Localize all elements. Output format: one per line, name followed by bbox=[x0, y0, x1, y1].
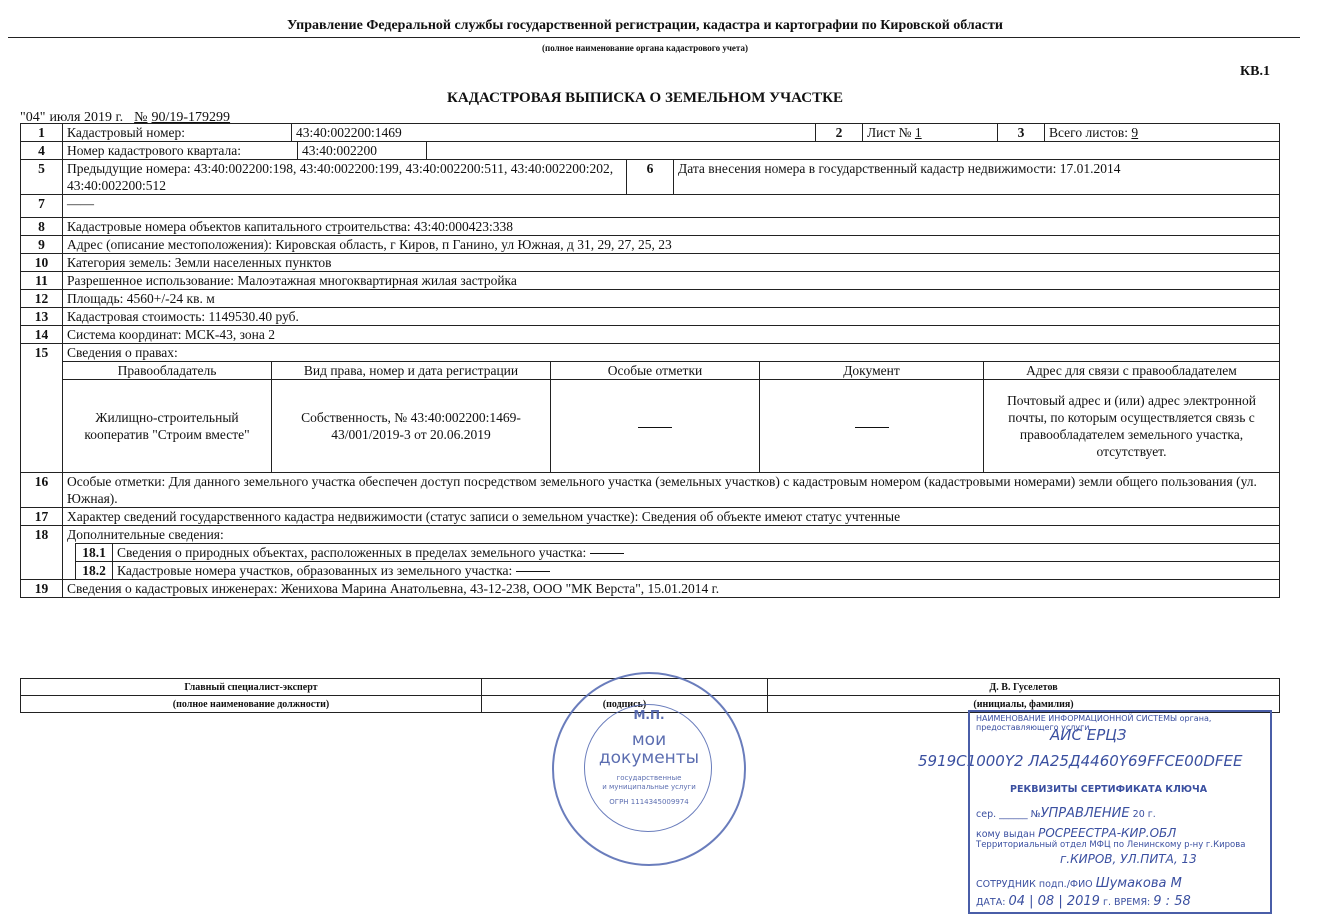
cert-system-label: НАИМЕНОВАНИЕ ИНФОРМАЦИОННОЙ СИСТЕМЫ органа, предоставляющего услуги bbox=[976, 714, 1212, 732]
row-7-value: —— bbox=[63, 195, 1280, 218]
row-number: 14 bbox=[21, 326, 63, 344]
rights-label: Сведения о правах: bbox=[67, 345, 178, 360]
stamp-mp: М.П. bbox=[633, 708, 665, 722]
stamp-brand-line2: документы bbox=[598, 748, 700, 768]
previous-numbers: Предыдущие номера: 43:40:002200:198, 43:40:002200:199, 43:40:002200:511, 43:40:002200:202, 43:40:002200:512 bbox=[67, 161, 614, 193]
row-number: 17 bbox=[21, 507, 63, 525]
rights-table bbox=[63, 361, 1279, 472]
coordinate-system: Система координат: МСК-43, зона 2 bbox=[63, 326, 1280, 344]
row-number: 4 bbox=[21, 142, 63, 160]
rights-header: Адрес для связи с правообладателем bbox=[984, 362, 1280, 380]
record-status: Характер сведений государственного кадастра недвижимости (статус записи о земельном участке): Сведения об объекте имеют статус учтенные bbox=[63, 507, 1280, 525]
header-divider bbox=[8, 37, 1300, 38]
right-type: Собственность, № 43:40:002200:1469-43/001/2019-3 от 20.06.2019 bbox=[272, 380, 551, 472]
row-number: 12 bbox=[21, 290, 63, 308]
cert-address: г.КИРОВ, УЛ.ПИТА, 13 bbox=[1060, 852, 1197, 866]
row-number: 11 bbox=[21, 272, 63, 290]
area: Площадь: 4560+/-24 кв. м bbox=[63, 290, 1280, 308]
cadastral-number: 43:40:002200:1469 bbox=[291, 124, 815, 141]
rights-header: Правообладатель bbox=[63, 362, 272, 380]
cadastral-value: Кадастровая стоимость: 1149530.40 руб. bbox=[63, 308, 1280, 326]
row-number: 18.2 bbox=[76, 562, 113, 579]
rights-header: Документ bbox=[760, 362, 984, 380]
row-number: 2 bbox=[815, 124, 862, 141]
rights-header: Особые отметки bbox=[551, 362, 760, 380]
permitted-use: Разрешенное использование: Малоэтажная многоквартирная жилая застройка bbox=[63, 272, 1280, 290]
name-caption: (инициалы, фамилия) bbox=[768, 696, 1280, 713]
official-position: Главный специалист-эксперт bbox=[21, 679, 482, 696]
row-number: 7 bbox=[21, 195, 63, 218]
cert-dept: Территориальный отдел МФЦ по Ленинскому р-ну г.Кирова bbox=[976, 840, 1246, 850]
stamp-ogrn: ОГРН 1114345009974 bbox=[609, 798, 689, 806]
row-number: 1 bbox=[21, 124, 63, 142]
authority-name: Управление Федеральной службы государственной регистрации, кадастра и картографии по Кировской области bbox=[287, 18, 1003, 33]
row-number: 18 bbox=[21, 525, 63, 579]
row-number: 6 bbox=[626, 160, 673, 194]
stamp-sub2: и муниципальные услуги bbox=[602, 783, 696, 791]
derived-parcels: Кадастровые номера участков, образованных из земельного участка: bbox=[113, 562, 554, 579]
quarter-label: Номер кадастрового квартала: bbox=[67, 143, 241, 158]
official-stamp bbox=[552, 672, 746, 866]
certificate-box bbox=[968, 710, 1272, 914]
stamp-sub1: государственные bbox=[616, 774, 682, 782]
sheet-number: Лист № 1 bbox=[862, 124, 997, 141]
row-number: 3 bbox=[997, 124, 1044, 141]
authority-caption: (полное наименование органа кадастрового учета) bbox=[542, 43, 748, 53]
total-sheets: Всего листов: 9 bbox=[1044, 124, 1279, 141]
cert-datetime: ДАТА: 04 | 08 | 2019 г. ВРЕМЯ: 9 : 58 bbox=[976, 894, 1191, 909]
row-number: 9 bbox=[21, 236, 63, 254]
special-marks: Особые отметки: Для данного земельного участка обеспечен доступ посредством земельного участка (земельных участков) с кадастровым номером (кадастровыми номерами) земли общего пользования (ул. Южная). bbox=[63, 472, 1280, 507]
stamp-brand-line1: мои bbox=[631, 730, 667, 750]
rights-header: Вид права, номер и дата регистрации bbox=[272, 362, 551, 380]
land-category: Категория земель: Земли населенных пунктов bbox=[63, 254, 1280, 272]
cert-system-hand: АИС ЕРЦЗ bbox=[1050, 726, 1127, 744]
form-code: КВ.1 bbox=[1240, 64, 1270, 79]
row-number: 18.1 bbox=[76, 544, 113, 561]
quarter-number: 43:40:002200 bbox=[297, 142, 427, 159]
row-number: 13 bbox=[21, 308, 63, 326]
row-number: 19 bbox=[21, 579, 63, 597]
stamp-inner-ring bbox=[584, 704, 712, 832]
cert-key-label: РЕКВИЗИТЫ СЕРТИФИКАТА КЛЮЧА bbox=[1010, 784, 1208, 795]
address: Адрес (описание местоположения): Кировская область, г Киров, п Ганино, ул Южная, д 31, 29, 27, 25, 23 bbox=[63, 236, 1280, 254]
document-empty bbox=[760, 380, 984, 472]
cert-serial: сер. ______ №УПРАВЛЕНИЕ 20 г. bbox=[976, 806, 1156, 821]
row-number: 8 bbox=[21, 218, 63, 236]
row-number: 10 bbox=[21, 254, 63, 272]
document-number: 90/19-179299 bbox=[151, 110, 231, 125]
certificate-hash: 5919C1000Y2 ЛА25Д4460Y69FFCE00DFEE bbox=[918, 752, 1243, 770]
holder-contact: Почтовый адрес и (или) адрес электронной почты, по которым осуществляется связь с правообладателем земельного участка, отсутствует. bbox=[984, 380, 1280, 472]
special-marks-empty bbox=[551, 380, 760, 472]
official-name: Д. В. Гуселетов bbox=[768, 679, 1280, 696]
natural-objects: Сведения о природных объектах, расположенных в пределах земельного участка: bbox=[113, 544, 628, 561]
date-day: "04" bbox=[20, 110, 46, 125]
capital-objects: Кадастровые номера объектов капитального строительства: 43:40:000423:338 bbox=[63, 218, 1280, 236]
cert-issued: кому выдан РОСРЕЕСТРА-КИР.ОБЛ bbox=[976, 826, 1177, 840]
additional-info-label: Дополнительные сведения: bbox=[67, 526, 224, 542]
rights-holder: Жилищно-строительный кооператив "Строим вместе" bbox=[63, 380, 272, 472]
signature-caption: (подпись) bbox=[482, 696, 768, 713]
cadastral-number-label: Кадастровый номер: bbox=[67, 125, 186, 140]
row-number: 15 bbox=[21, 344, 63, 473]
row-number: 5 bbox=[21, 160, 63, 195]
cadastral-table bbox=[20, 123, 1280, 598]
position-caption: (полное наименование должности) bbox=[21, 696, 482, 713]
cadastral-engineers: Сведения о кадастровых инженерах: Женихова Марина Анатольевна, 43-12-238, ООО "МК Верста", 15.01.2014 г. bbox=[63, 579, 1280, 597]
row-number: 16 bbox=[21, 472, 63, 507]
cert-employee: СОТРУДНИК подп./ФИО Шумакова М bbox=[976, 876, 1182, 891]
number-label: № bbox=[134, 110, 148, 125]
document-title: КАДАСТРОВАЯ ВЫПИСКА О ЗЕМЕЛЬНОМ УЧАСТКЕ bbox=[447, 90, 843, 106]
date-rest: июля 2019 г. bbox=[49, 110, 124, 125]
registration-date: Дата внесения номера в государственный кадастр недвижимости: 17.01.2014 bbox=[673, 160, 1279, 194]
